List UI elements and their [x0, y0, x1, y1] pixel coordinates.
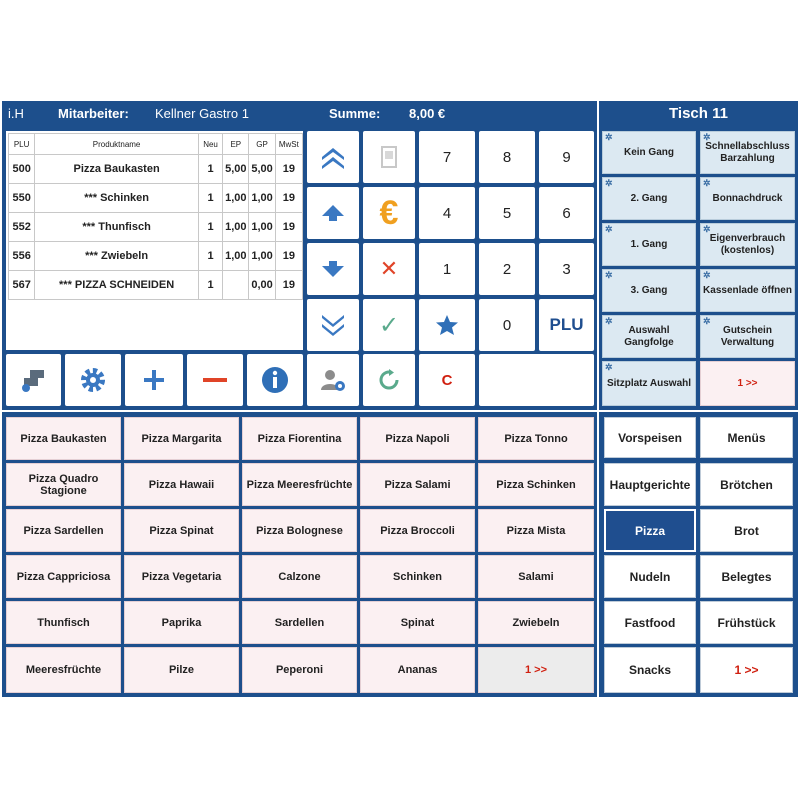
key-label: 0: [502, 316, 512, 334]
gear-icon: ✲: [605, 178, 613, 188]
clear-button[interactable]: [419, 354, 475, 406]
remove-button[interactable]: [187, 354, 243, 406]
product-label: Peperoni: [275, 664, 324, 676]
product-label: Pizza Meeresfrüchte: [246, 478, 353, 491]
plus-icon: [143, 369, 165, 391]
category-label: Menüs: [727, 430, 766, 445]
product-label: Pizza Bolognese: [256, 524, 343, 537]
cell-neu: 1: [198, 271, 222, 300]
product-pizza-margarita[interactable]: [124, 417, 239, 460]
product-label: Pizza Napoli: [385, 432, 450, 445]
product-pizza-cappriciosa[interactable]: [6, 555, 121, 598]
summe-value: 8,00 €: [409, 106, 446, 121]
receipt-button[interactable]: [363, 131, 415, 183]
ih-label: i.H: [8, 106, 24, 121]
arrow-up-icon: [321, 203, 345, 223]
double-chevron-up-icon: [319, 145, 347, 169]
double-chevron-down-icon: [319, 313, 347, 337]
tile-label: 1. Gang: [630, 238, 668, 250]
category-pizza[interactable]: [604, 509, 696, 552]
mitarbeiter-label: Mitarbeiter:: [58, 106, 129, 121]
col-mwst: MwSt: [275, 134, 302, 155]
tile-label: 2. Gang: [630, 192, 668, 204]
kassenlade-button[interactable]: [700, 269, 795, 312]
tile-label: Bonnachdruck: [712, 192, 783, 204]
cell-neu: 1: [198, 184, 222, 213]
category-brot[interactable]: [700, 509, 793, 552]
blank-key: [479, 354, 594, 406]
gear-icon: [79, 366, 107, 394]
category-label: Pizza: [634, 523, 665, 538]
product-pizza-schinken[interactable]: [478, 463, 594, 506]
info-button[interactable]: [247, 354, 303, 406]
product-label: Thunfisch: [37, 616, 90, 629]
cell-ep: [223, 271, 249, 300]
eigenverbrauch-button[interactable]: [700, 223, 795, 266]
pos-app: [2, 101, 798, 697]
product-pizza-meeresfruechte[interactable]: [242, 463, 357, 506]
key-label: 7: [442, 148, 452, 166]
cancel-button[interactable]: [363, 243, 415, 295]
key-9[interactable]: [539, 131, 594, 183]
product-label: Salami: [518, 570, 554, 583]
gang-3-button[interactable]: [602, 269, 696, 312]
mitarbeiter-value: Kellner Gastro 1: [155, 106, 249, 121]
product-label: Pilze: [168, 664, 195, 676]
cell-mwst: 19: [275, 271, 302, 300]
order-row[interactable]: [9, 271, 303, 300]
product-label: Calzone: [278, 570, 321, 583]
cell-ep: 5,00: [223, 155, 249, 184]
category-label: Hauptgerichte: [609, 477, 691, 492]
tile-label: 1 >>: [737, 377, 758, 389]
sitzplatz-button[interactable]: [602, 361, 696, 406]
euro-icon: €: [379, 193, 399, 232]
category-label: Brötchen: [720, 477, 773, 492]
product-schinken[interactable]: [360, 555, 475, 598]
key-3[interactable]: [539, 243, 594, 295]
gear-icon: ✲: [703, 270, 711, 280]
product-label: Pizza Mista: [506, 524, 566, 537]
cell-neu: 1: [198, 242, 222, 271]
key-4[interactable]: [419, 187, 475, 239]
table-settings-icon: [19, 367, 49, 393]
cell-mwst: 19: [275, 242, 302, 271]
product-pizza-hawaii[interactable]: [124, 463, 239, 506]
product-pizza-napoli[interactable]: [360, 417, 475, 460]
tile-label: Sitzplatz Auswahl: [606, 377, 692, 389]
product-label: Pizza Hawaii: [148, 478, 215, 491]
refresh-icon: [378, 369, 400, 391]
horizontal-divider: [2, 410, 798, 412]
product-pizza-baukasten[interactable]: [6, 417, 121, 460]
gear-icon: ✲: [605, 362, 613, 372]
cell-neu: 1: [198, 155, 222, 184]
product-peperoni[interactable]: [242, 647, 357, 693]
table-title: Tisch 11: [669, 105, 728, 122]
category-label: Nudeln: [629, 569, 671, 584]
category-vorspeisen[interactable]: [604, 417, 696, 458]
product-spinat[interactable]: [360, 601, 475, 644]
product-label: Paprika: [161, 616, 202, 629]
product-pizza-bolognese[interactable]: [242, 509, 357, 552]
product-label: Sardellen: [274, 616, 325, 629]
scroll-bottom-button[interactable]: [307, 299, 359, 351]
key-label: 4: [442, 204, 452, 222]
key-6[interactable]: [539, 187, 594, 239]
order-row[interactable]: [9, 213, 303, 242]
table-transfer-button[interactable]: [6, 354, 61, 406]
category-fruehstueck[interactable]: [700, 601, 793, 644]
user-gear-icon: [319, 367, 347, 393]
col-ep: EP: [223, 134, 249, 155]
tile-label: Kein Gang: [623, 146, 674, 158]
product-meeresfruechte[interactable]: [6, 647, 121, 693]
product-label: Schinken: [393, 570, 442, 583]
col-plu: PLU: [9, 134, 35, 155]
gear-icon: ✲: [703, 132, 711, 142]
category-nudeln[interactable]: [604, 555, 696, 598]
product-zwiebeln[interactable]: [478, 601, 594, 644]
cell-name: Pizza Baukasten: [35, 155, 199, 184]
cell-ep: 1,00: [223, 184, 249, 213]
settings-button[interactable]: [65, 354, 121, 406]
category-label: Brot: [734, 523, 759, 538]
category-snacks[interactable]: [604, 647, 696, 693]
cell-mwst: 19: [275, 155, 302, 184]
product-pizza-quadro-stagione[interactable]: [6, 463, 121, 506]
gear-icon: ✲: [605, 270, 613, 280]
info-icon: [261, 366, 289, 394]
cell-ep: 1,00: [223, 242, 249, 271]
product-pizza-spinat[interactable]: [124, 509, 239, 552]
product-label: 1 >>: [524, 664, 548, 676]
product-label: Pizza Baukasten: [20, 432, 107, 445]
product-pizza-sardellen[interactable]: [6, 509, 121, 552]
gear-icon: ✲: [605, 316, 613, 326]
product-label: Pizza Broccoli: [380, 524, 455, 537]
gang-1-button[interactable]: [602, 223, 696, 266]
category-label: Vorspeisen: [618, 430, 682, 445]
product-label: Meeresfrüchte: [25, 664, 102, 676]
category-hauptgerichte[interactable]: [604, 463, 696, 506]
gear-icon: ✲: [605, 224, 613, 234]
cell-mwst: 19: [275, 213, 302, 242]
key-label: 5: [502, 204, 512, 222]
cell-name: *** Zwiebeln: [35, 242, 199, 271]
product-label: Pizza Salami: [384, 478, 451, 491]
key-0[interactable]: [479, 299, 535, 351]
product-pizza-salami[interactable]: [360, 463, 475, 506]
star-icon: [435, 314, 459, 336]
product-paprika[interactable]: [124, 601, 239, 644]
cell-name: *** Thunfisch: [35, 213, 199, 242]
cross-icon: ✕: [379, 256, 399, 281]
product-pizza-broccoli[interactable]: [360, 509, 475, 552]
tile-label: Auswahl Gangfolge: [624, 324, 674, 348]
product-label: Pizza Margarita: [141, 432, 222, 445]
gear-icon: ✲: [703, 178, 711, 188]
vertical-divider: [597, 101, 599, 697]
key-8[interactable]: [479, 131, 535, 183]
category-belegtes[interactable]: [700, 555, 793, 598]
key-label: 8: [502, 148, 512, 166]
product-pilze[interactable]: [124, 647, 239, 693]
auswahl-gangfolge-button[interactable]: [602, 315, 696, 358]
cell-plu: 556: [9, 242, 35, 271]
tile-label: Eigenverbrauch (kostenlos): [709, 232, 786, 256]
confirm-button[interactable]: [363, 299, 415, 351]
gutschein-button[interactable]: [700, 315, 795, 358]
key-label: 1: [442, 260, 452, 278]
cell-plu: 552: [9, 213, 35, 242]
category-menues[interactable]: [700, 417, 793, 458]
gear-icon: ✲: [703, 316, 711, 326]
category-label: Belegtes: [721, 569, 772, 584]
product-label: Zwiebeln: [512, 616, 560, 629]
product-label: Pizza Tonno: [504, 432, 568, 445]
cell-ep: 1,00: [223, 213, 249, 242]
key-label: 2: [502, 260, 512, 278]
order-table: [8, 133, 303, 300]
product-pizza-tonno[interactable]: [478, 417, 594, 460]
cell-gp: 1,00: [249, 242, 275, 271]
tile-label: 3. Gang: [630, 284, 668, 296]
product-label: Pizza Schinken: [496, 478, 576, 491]
cell-plu: 567: [9, 271, 35, 300]
bonnachdruck-button[interactable]: [700, 177, 795, 220]
product-pizza-mista[interactable]: [478, 509, 594, 552]
category-label: Snacks: [628, 663, 672, 677]
key-label: 9: [562, 148, 571, 166]
order-row[interactable]: [9, 184, 303, 213]
plu-button[interactable]: [539, 299, 594, 351]
product-thunfisch[interactable]: [6, 601, 121, 644]
order-table-header: [9, 134, 303, 155]
user-settings-button[interactable]: [307, 354, 359, 406]
functions-next-page-button[interactable]: [700, 361, 795, 406]
category-label: 1 >>: [734, 663, 759, 677]
schnellabschluss-button[interactable]: [700, 131, 795, 174]
product-pizza-fiorentina[interactable]: [242, 417, 357, 460]
product-ananas[interactable]: [360, 647, 475, 693]
key-1[interactable]: [419, 243, 475, 295]
cell-plu: 550: [9, 184, 35, 213]
categories-next-page-button[interactable]: [700, 647, 793, 693]
product-salami[interactable]: [478, 555, 594, 598]
product-calzone[interactable]: [242, 555, 357, 598]
key-7[interactable]: [419, 131, 475, 183]
gear-icon: ✲: [703, 224, 711, 234]
check-icon: ✓: [378, 311, 400, 339]
receipt-icon: [379, 145, 399, 169]
order-row[interactable]: [9, 155, 303, 184]
cell-gp: 1,00: [249, 184, 275, 213]
gang-2-button[interactable]: [602, 177, 696, 220]
category-label: Frühstück: [717, 615, 776, 630]
product-label: Pizza Cappriciosa: [16, 570, 111, 583]
cell-neu: 1: [198, 213, 222, 242]
key-label: PLU: [549, 315, 584, 334]
category-broetchen[interactable]: [700, 463, 793, 506]
key-label: 6: [562, 204, 571, 222]
summe-label: Summe:: [329, 106, 381, 121]
order-row[interactable]: [9, 242, 303, 271]
kein-gang-button[interactable]: [602, 131, 696, 174]
col-gp: GP: [249, 134, 275, 155]
products-next-page-button[interactable]: [478, 647, 594, 693]
gear-icon: ✲: [605, 132, 613, 142]
scroll-up-button[interactable]: [307, 187, 359, 239]
tile-label: Schnellabschluss Barzahlung: [705, 140, 790, 164]
tile-label: Gutschein Verwaltung: [720, 324, 775, 348]
product-label: Spinat: [400, 616, 435, 629]
product-label: Pizza Vegetaria: [141, 570, 222, 583]
key-2[interactable]: [479, 243, 535, 295]
key-label: C: [441, 371, 453, 389]
arrow-down-icon: [321, 259, 345, 279]
tile-label: Kassenlade öffnen: [703, 284, 792, 296]
col-produktname: Produktname: [35, 134, 199, 155]
product-label: Ananas: [397, 664, 438, 676]
cell-gp: 1,00: [249, 213, 275, 242]
scroll-top-button[interactable]: [307, 131, 359, 183]
key-5[interactable]: [479, 187, 535, 239]
cell-plu: 500: [9, 155, 35, 184]
cell-mwst: 19: [275, 184, 302, 213]
category-label: Fastfood: [624, 615, 676, 630]
product-label: Pizza Fiorentina: [257, 432, 342, 445]
cell-name: *** PIZZA SCHNEIDEN: [35, 271, 199, 300]
cell-name: *** Schinken: [35, 184, 199, 213]
refresh-button[interactable]: [363, 354, 415, 406]
minus-icon: [203, 376, 227, 384]
product-label: Pizza Sardellen: [23, 524, 104, 537]
product-label: Pizza Quadro Stagione: [28, 472, 99, 497]
euro-button[interactable]: [363, 187, 415, 239]
key-label: 3: [562, 260, 571, 278]
cell-gp: 5,00: [249, 155, 275, 184]
product-pizza-vegetaria[interactable]: [124, 555, 239, 598]
product-sardellen[interactable]: [242, 601, 357, 644]
cell-gp: 0,00: [249, 271, 275, 300]
product-label: Pizza Spinat: [149, 524, 214, 537]
add-button[interactable]: [125, 354, 183, 406]
col-neu: Neu: [198, 134, 222, 155]
scroll-down-button[interactable]: [307, 243, 359, 295]
category-fastfood[interactable]: [604, 601, 696, 644]
favorite-button[interactable]: [419, 299, 475, 351]
